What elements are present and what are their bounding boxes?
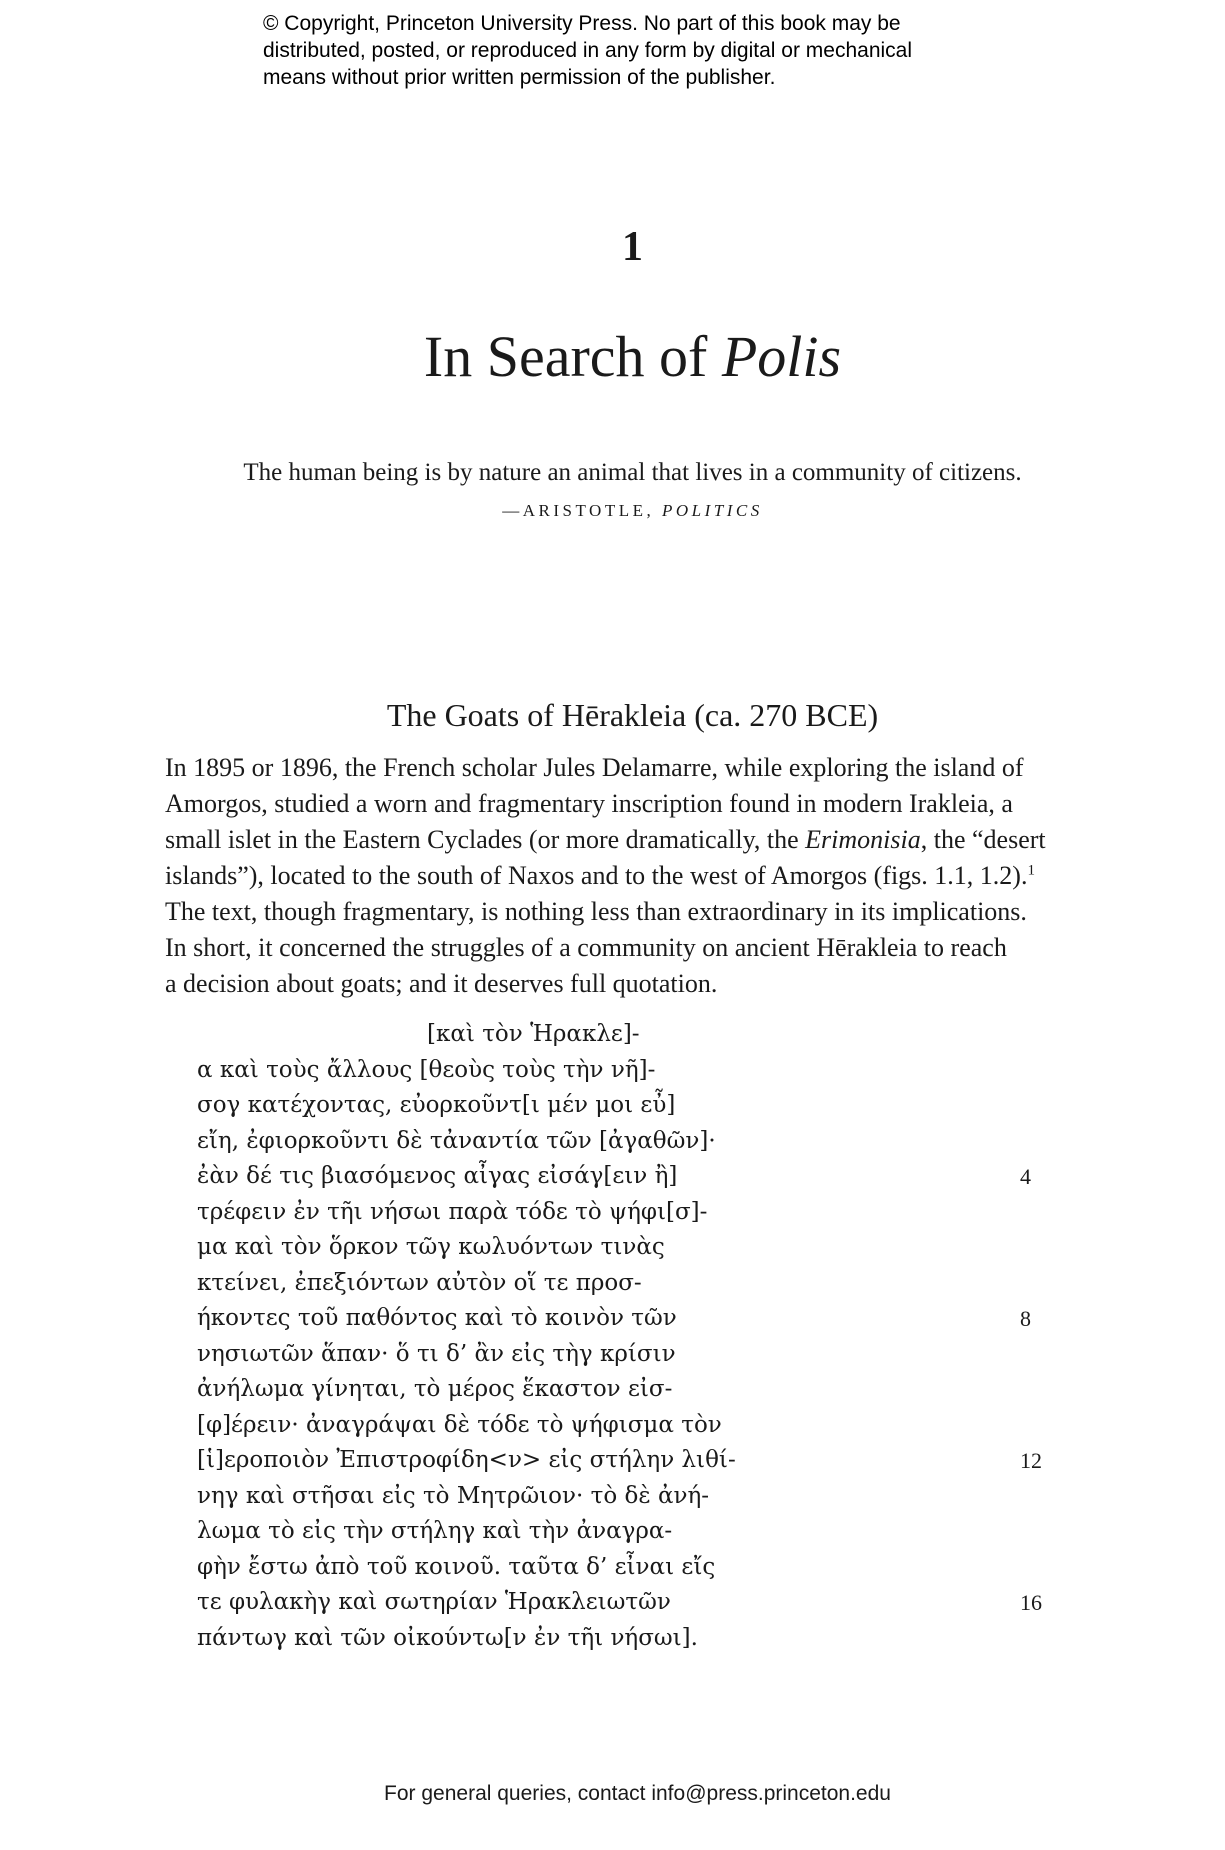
inscription-line-number: 8 [1020,1306,1031,1331]
paragraph-text: small islet in the Eastern Cyclades (or more dramatically, the [165,825,806,854]
copyright-line: © Copyright, Princeton University Press. No part of this book may be [263,12,901,35]
chapter-title-italic: Polis [721,324,842,389]
paragraph-text: , the “desert [920,825,1046,854]
greek-inscription [197,1017,1047,1656]
erimonisia-italic: Erimonisia [805,825,921,854]
paragraph-line: The text, though fragmentary, is nothing less than extraordinary in its implications. [165,897,1027,926]
inscription-line [197,1266,1047,1302]
inscription-text: ήκοντες τοῦ παθόντος καὶ τὸ κοινὸν τῶν [197,1305,677,1331]
paragraph-line [165,822,1065,858]
inscription-text: [φ]έρειν· ἀναγράψαι δὲ τόδε τὸ ψήφισμα τὸν [197,1411,722,1438]
inscription-line-number: 16 [1020,1590,1042,1615]
inscription-line [197,1550,1047,1586]
paragraph-line: In short, it concerned the struggles of a community on ancient Hērakleia to reach [165,933,1007,962]
inscription-text: νηγ καὶ στῆσαι εἰς τὸ Μητρῶιον· τὸ δὲ ἀνή- [197,1482,710,1509]
chapter-number: 1 [622,224,643,270]
epigraph [210,455,1055,529]
paragraph-line: Amorgos, studied a worn and fragmentary inscription found in modern Irakleia, a [165,789,1013,818]
inscription-line [197,1301,1047,1337]
copyright-line: distributed, posted, or reproduced in any form by digital or mechanical [263,39,913,62]
inscription-text: εἴη, ἐφιορκοῦντι δὲ τἀναντία τῶν [ἀγαθῶν]· [197,1127,716,1154]
inscription-text: σογ κατέχοντας, εὐορκοῦντ[ι μέν μοι εὖ] [197,1092,676,1118]
inscription-line [197,1124,1047,1160]
inscription-line [197,1017,1047,1053]
epigraph-work: POLITICS [662,501,763,520]
epigraph-quote: The human being is by nature an animal that lives in a community of citizens. [243,459,1022,486]
paragraph-line: In 1895 or 1896, the French scholar Jules Delamarre, while exploring the island of [165,753,1024,782]
paragraph-text: islands”), located to the south of Naxos and to the west of Amorgos (figs. 1.1, 1.2). [165,861,1028,890]
inscription-line-number: 4 [1020,1164,1031,1189]
chapter-title [210,322,1055,392]
inscription-line [197,1053,1047,1089]
section-heading: The Goats of Hērakleia (ca. 270 BCE) [386,697,879,733]
epigraph-author: —ARISTOTLE, [502,501,662,520]
inscription-text: λωμα τὸ εἰς τὴν στήληγ καὶ τὴν ἀναγρα- [197,1518,673,1544]
inscription-line [197,1088,1047,1124]
inscription-text: [καὶ τὸν Ἡρακλε]- [427,1021,640,1047]
inscription-text: μα καὶ τὸν ὅρκον τῶγ κωλυόντων τινὰς [197,1234,665,1260]
inscription-line [197,1159,1047,1195]
inscription-text: ἀνήλωμα γίνηται, τὸ μέρος ἕκαστον εἰσ- [197,1376,673,1402]
inscription-line [197,1195,1047,1231]
inscription-line [197,1408,1047,1444]
inscription-line [197,1443,1047,1479]
inscription-text: νησιωτῶν ἅπαν· ὅ τι δ’ ἂν εἰς τὴγ κρίσιν [197,1340,676,1367]
paragraph-line: a decision about goats; and it deserves full quotation. [165,969,718,998]
inscription-line [197,1479,1047,1515]
inscription-text: [ἱ]εροποιὸν Ἐπιστροφίδη<ν> εἰς στήλην λιθί- [197,1447,736,1473]
inscription-line-number: 12 [1020,1448,1042,1473]
inscription-text: τρέφειν ἐν τῆι νήσωι παρὰ τόδε τὸ ψήφι[σ]- [197,1198,708,1225]
inscription-line [197,1372,1047,1408]
epigraph-attribution [210,493,1055,529]
inscription-text: πάντωγ καὶ τῶν οἰκούντω[ν ἐν τῆι νήσωι]. [197,1624,698,1651]
footer-contact: For general queries, contact info@press.princeton.edu [384,1782,891,1805]
chapter-title-prefix: In Search of [423,324,722,389]
inscription-text: φὴν ἔστω ἀπὸ τοῦ κοινοῦ. ταῦτα δ’ εἶναι εἴς [197,1553,716,1580]
inscription-line [197,1230,1047,1266]
copyright-notice [263,10,1023,91]
paragraph-line [165,858,1065,894]
inscription-line [197,1621,1047,1657]
inscription-text: κτείνει, ἐπεξιόντων αὐτὸν οἵ τε προσ- [197,1269,642,1296]
body-paragraph [165,750,1065,1002]
inscription-line [197,1337,1047,1373]
inscription-text: α καὶ τοὺς ἄλλους [θεοὺς τοὺς τὴν νῆ]- [197,1056,656,1083]
copyright-line: means without prior written permission of the publisher. [263,66,776,89]
inscription-text: τε φυλακὴγ καὶ σωτηρίαν Ἡρακλειωτῶν [197,1589,671,1615]
inscription-line [197,1514,1047,1550]
inscription-text: ἐὰν δέ τις βιασόμενος αἶγας εἰσάγ[ειν ἢ] [197,1163,678,1189]
inscription-line [197,1585,1047,1621]
footnote-reference[interactable]: 1 [1027,862,1035,879]
